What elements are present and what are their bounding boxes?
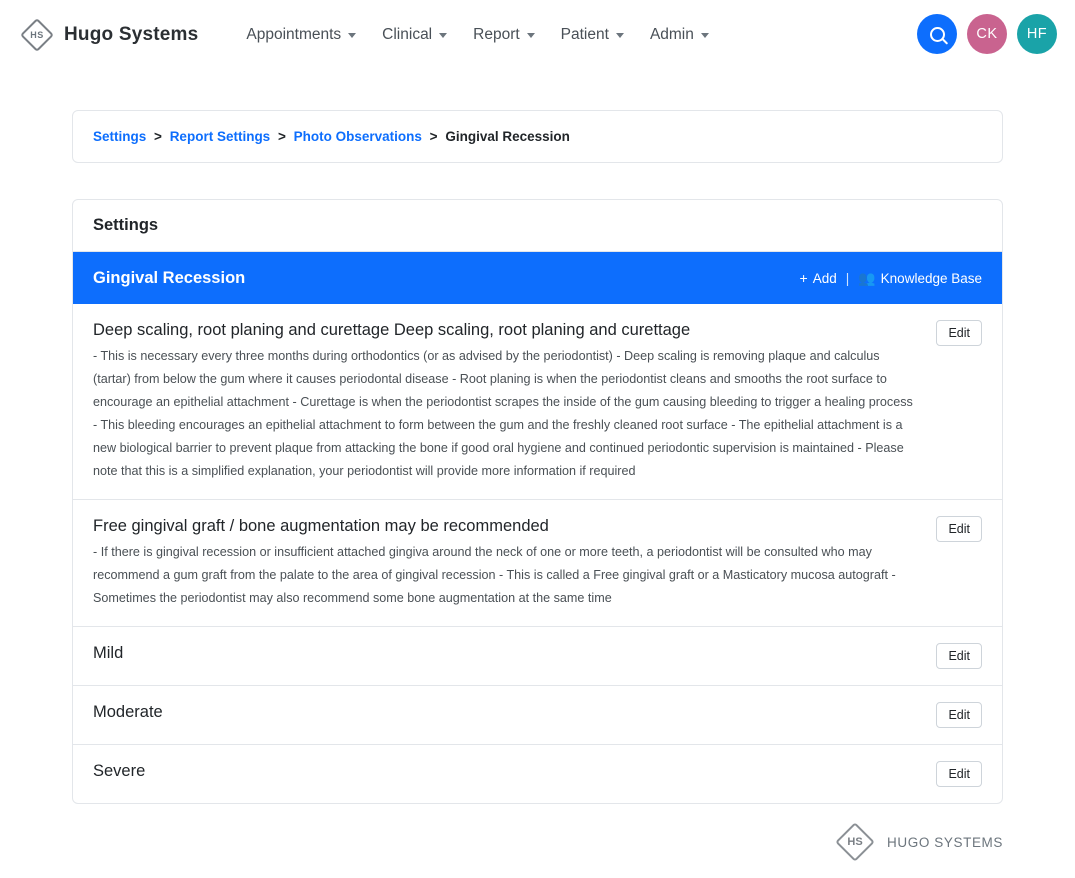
footer-brand-text: HUGO SYSTEMS: [887, 834, 1003, 850]
table-row: [73, 304, 1002, 500]
avatar-hf-initials: HF: [1026, 26, 1048, 42]
add-button[interactable]: [800, 271, 837, 286]
footer-logo-icon: [835, 822, 875, 862]
search-icon: [930, 27, 945, 42]
chevron-down-icon: [439, 33, 447, 38]
chevron-down-icon: [701, 33, 709, 38]
section-actions: [800, 271, 983, 286]
brand-logo[interactable]: [20, 18, 198, 52]
page-title: Settings: [73, 200, 1002, 252]
breadcrumb-item-report-settings[interactable]: Report Settings: [169, 129, 271, 144]
footer: [0, 804, 1075, 862]
nav-item-admin[interactable]: [650, 26, 709, 44]
row-content: [93, 516, 920, 610]
breadcrumb-item-current: Gingival Recession: [445, 129, 570, 144]
row-content: [93, 643, 920, 668]
nav-item-clinical[interactable]: [382, 26, 447, 44]
avatar-hf[interactable]: [1017, 14, 1057, 54]
knowledge-base-label: Knowledge Base: [880, 270, 982, 286]
row-title: Mild: [93, 644, 124, 663]
section-header-gingival-recession: [73, 252, 1002, 304]
plus-icon: +: [799, 270, 808, 286]
chevron-down-icon: [348, 33, 356, 38]
table-row: [73, 686, 1002, 745]
table-row: [73, 745, 1002, 803]
navbar-right-actions: [917, 14, 1057, 54]
edit-button[interactable]: Edit: [936, 320, 982, 346]
breadcrumb-item-settings[interactable]: Settings: [93, 129, 147, 144]
action-divider: |: [845, 270, 850, 286]
table-row: [73, 627, 1002, 686]
nav-item-patient[interactable]: [561, 26, 624, 44]
table-row: [73, 500, 1002, 627]
avatar-ck[interactable]: [967, 14, 1007, 54]
people-icon: 👥: [858, 270, 876, 286]
edit-button[interactable]: Edit: [936, 761, 982, 787]
breadcrumb-item-photo-observations[interactable]: Photo Observations: [293, 129, 422, 144]
avatar-ck-initials: CK: [976, 26, 998, 42]
add-button-label: Add: [812, 270, 837, 286]
nav-item-report-label: Report: [473, 26, 520, 43]
edit-button[interactable]: Edit: [936, 516, 982, 542]
page-body: [0, 110, 1075, 804]
row-description: - This is necessary every three months during orthodontics (or as advised by the periodontist) - Deep scaling is removing plaque and calculus (tartar) from below the gum where it causes periodontal disease - Root planing is when the periodontist cleans and smooths the root surface to encourage an epithelial attachment - Curettage is when the periodontist scrapes the inside of the gum causing bleeding to trigger a healing process - This bleeding encourages an epithelial attachment to form between the gum and the freshly cleaned root surface - The epithelial attachment is a new biological barrier to prevent plaque from attacking the bone if good oral hygiene and continued periodontic supervision is maintained - Please note that this is a simplified explanation, your periodontist will provide more information if required: [93, 349, 913, 478]
nav-item-report[interactable]: [473, 26, 535, 44]
nav-item-appointments-label: Appointments: [246, 26, 342, 43]
nav-item-patient-label: Patient: [560, 26, 609, 43]
edit-button[interactable]: Edit: [936, 643, 982, 669]
breadcrumb-separator: >: [154, 129, 162, 144]
knowledge-base-button[interactable]: [858, 271, 982, 286]
row-title: Severe: [93, 762, 146, 781]
hugo-systems-logo-icon: [20, 18, 54, 52]
breadcrumb: [72, 110, 1003, 163]
row-content: [93, 320, 920, 483]
settings-card: [72, 199, 1003, 804]
row-description: - If there is gingival recession or insufficient attached gingiva around the neck of one or more teeth, a periodontist will be consulted who may recommend a gum graft from the palate to the area of gingival recession - This is called a Free gingival graft or a Masticatory mucosa autograft - Sometimes the periodontist may also recommend some bone augmentation at the same time: [93, 545, 896, 606]
brand-mark-text: HS: [30, 30, 44, 40]
brand-name: Hugo Systems: [64, 24, 199, 45]
row-title: Deep scaling, root planing and curettage Deep scaling, root planing and curettage: [93, 321, 691, 339]
nav-item-clinical-label: Clinical: [382, 26, 433, 43]
breadcrumb-separator: >: [277, 129, 286, 144]
row-content: [93, 761, 920, 786]
main-nav: [246, 26, 708, 44]
search-button[interactable]: [917, 14, 957, 54]
nav-item-admin-label: Admin: [649, 26, 694, 43]
top-navbar: [0, 0, 1075, 70]
row-title: Free gingival graft / bone augmentation may be recommended: [93, 516, 549, 535]
footer-mark-text: HS: [847, 836, 863, 849]
breadcrumb-separator: >: [429, 129, 438, 144]
edit-button[interactable]: Edit: [936, 702, 982, 728]
row-content: [93, 702, 920, 727]
chevron-down-icon: [616, 33, 624, 38]
nav-item-appointments[interactable]: [246, 26, 356, 44]
section-title: Gingival Recession: [93, 268, 246, 287]
chevron-down-icon: [527, 33, 535, 38]
row-title: Moderate: [93, 703, 163, 722]
